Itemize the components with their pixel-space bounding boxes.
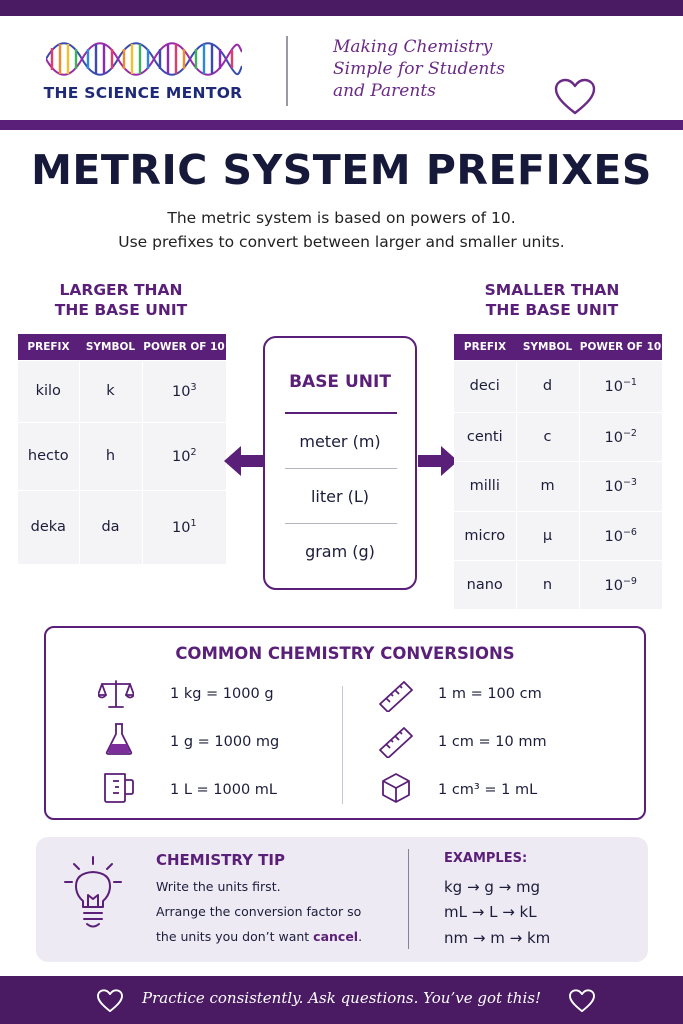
heart-outline-icon (568, 989, 596, 1013)
base-unit-divider (285, 523, 397, 524)
cube-icon (380, 772, 412, 804)
base-unit-divider (285, 412, 397, 414)
arrow-left-icon (224, 444, 264, 478)
table-row (454, 560, 662, 609)
col-header-prefix: PREFIX (18, 334, 79, 360)
symbol-cell: n (516, 560, 579, 609)
tip-line: Write the units first. (156, 879, 281, 894)
power-base: 10 (172, 384, 191, 400)
subtitle-line: Use prefixes to convert between larger and smaller units. (118, 233, 565, 251)
ruler-icon (378, 726, 414, 758)
table-row (454, 360, 662, 412)
smaller-heading-line: THE BASE UNIT (485, 301, 619, 319)
symbol-cell: h (79, 422, 142, 490)
chemistry-tip-panel (36, 837, 648, 962)
conversion-text: 1 cm = 10 mm (438, 734, 547, 750)
larger-heading (21, 280, 221, 320)
lightbulb-icon (62, 855, 124, 935)
balance-scale-icon (98, 678, 134, 710)
tagline-line: Making Chemistry (333, 37, 493, 57)
logo (28, 36, 258, 108)
dna-helix-icon (46, 36, 242, 82)
example-line: nm → m → km (444, 929, 551, 947)
tagline (333, 36, 533, 102)
examples-title: EXAMPLES: (444, 851, 528, 866)
symbol-cell: c (516, 412, 579, 461)
power-cell (579, 511, 662, 560)
symbol-cell: m (516, 461, 579, 511)
power-base: 10 (172, 520, 191, 537)
page-title: METRIC SYSTEM PREFIXES (31, 146, 652, 194)
header-rule (0, 120, 683, 130)
arrow-right-icon (418, 444, 458, 478)
col-header-prefix: PREFIX (454, 334, 516, 360)
tip-divider (408, 849, 409, 949)
table-row (454, 461, 662, 511)
power-exponent: −9 (622, 575, 637, 587)
conversion-text: 1 L = 1000 mL (170, 782, 277, 798)
power-exponent: 2 (190, 447, 197, 458)
ruler-icon (378, 680, 414, 712)
tagline-line: and Parents (333, 81, 436, 101)
larger-heading-line: LARGER THAN (59, 281, 183, 299)
smaller-prefix-table (454, 334, 662, 609)
subtitle (0, 206, 683, 254)
symbol-cell: μ (516, 511, 579, 560)
subtitle-line: The metric system is based on powers of 10. (167, 209, 516, 227)
flask-icon (104, 722, 134, 756)
power-cell (579, 560, 662, 609)
power-cell (142, 422, 226, 490)
prefix-cell: hecto (18, 422, 79, 490)
power-exponent: −2 (622, 427, 637, 439)
symbol-cell: k (79, 360, 142, 422)
conversion-text: 1 m = 100 cm (438, 686, 542, 702)
power-base: 10 (604, 479, 623, 495)
prefix-cell: kilo (18, 360, 79, 422)
header (0, 16, 683, 120)
tip-line: Arrange the conversion factor so (156, 904, 362, 919)
power-exponent: 1 (190, 518, 197, 530)
example-line: kg → g → mg (444, 878, 541, 896)
col-header-symbol: SYMBOL (516, 334, 579, 360)
tip-emphasis: cancel (313, 929, 359, 944)
symbol-cell: da (79, 490, 142, 564)
power-cell (142, 490, 226, 564)
prefix-cell: micro (454, 511, 516, 560)
conversions-panel (44, 626, 646, 820)
base-unit-item: meter (m) (299, 432, 381, 451)
table-row (454, 511, 662, 560)
power-base: 10 (604, 429, 623, 446)
base-unit-item: gram (g) (305, 542, 375, 561)
power-cell (142, 360, 226, 422)
power-base: 10 (604, 379, 623, 395)
power-cell (579, 412, 662, 461)
base-unit-item: liter (L) (310, 487, 370, 506)
tip-line-text: . (358, 929, 363, 944)
table-row (18, 360, 226, 422)
power-base: 10 (172, 449, 191, 465)
base-unit-card (263, 336, 417, 590)
heart-outline-icon (554, 78, 596, 116)
example-line: mL → L → kL (444, 903, 537, 921)
table-row (18, 490, 226, 564)
power-cell (579, 360, 662, 412)
smaller-heading-line: SMALLER THAN (484, 281, 620, 299)
power-exponent: −6 (622, 526, 637, 538)
power-exponent: −1 (622, 377, 637, 388)
larger-heading-line: THE BASE UNIT (54, 301, 188, 319)
base-unit-divider (285, 468, 397, 469)
logo-text: THE SCIENCE MENTOR (43, 84, 243, 102)
power-exponent: −3 (622, 477, 637, 488)
prefix-cell: centi (454, 412, 516, 461)
conversion-text: 1 cm³ = 1 mL (438, 782, 538, 798)
conversion-text: 1 kg = 1000 g (170, 686, 274, 702)
larger-prefix-table (18, 334, 226, 564)
table-row (454, 412, 662, 461)
prefix-cell: deka (18, 490, 79, 564)
prefix-cell: milli (454, 461, 516, 511)
table-row (18, 422, 226, 490)
footer (0, 976, 683, 1024)
footer-message: Practice consistently. Ask questions. You’ve got this! (142, 989, 541, 1007)
prefix-cell: deci (454, 360, 516, 412)
power-base: 10 (604, 577, 623, 594)
power-cell (579, 461, 662, 511)
power-exponent: 3 (190, 382, 197, 393)
measuring-cup-icon (102, 772, 136, 804)
prefix-cell: nano (454, 560, 516, 609)
col-header-power: POWER OF 10 (579, 334, 662, 360)
col-header-power: POWER OF 10 (142, 334, 226, 360)
col-header-symbol: SYMBOL (79, 334, 142, 360)
conversions-divider (342, 686, 343, 804)
header-divider (286, 36, 288, 106)
symbol-cell: d (516, 360, 579, 412)
top-bar (0, 0, 683, 16)
smaller-heading (452, 280, 652, 320)
power-base: 10 (604, 528, 623, 545)
base-unit-title: BASE UNIT (289, 372, 391, 392)
tagline-line: Simple for Students (333, 59, 505, 79)
tip-title: CHEMISTRY TIP (156, 851, 285, 869)
tip-line-text: the units you don’t want (156, 929, 314, 944)
conversion-text: 1 g = 1000 mg (170, 734, 280, 750)
tip-line (156, 929, 362, 944)
conversions-title: COMMON CHEMISTRY CONVERSIONS (175, 644, 515, 663)
